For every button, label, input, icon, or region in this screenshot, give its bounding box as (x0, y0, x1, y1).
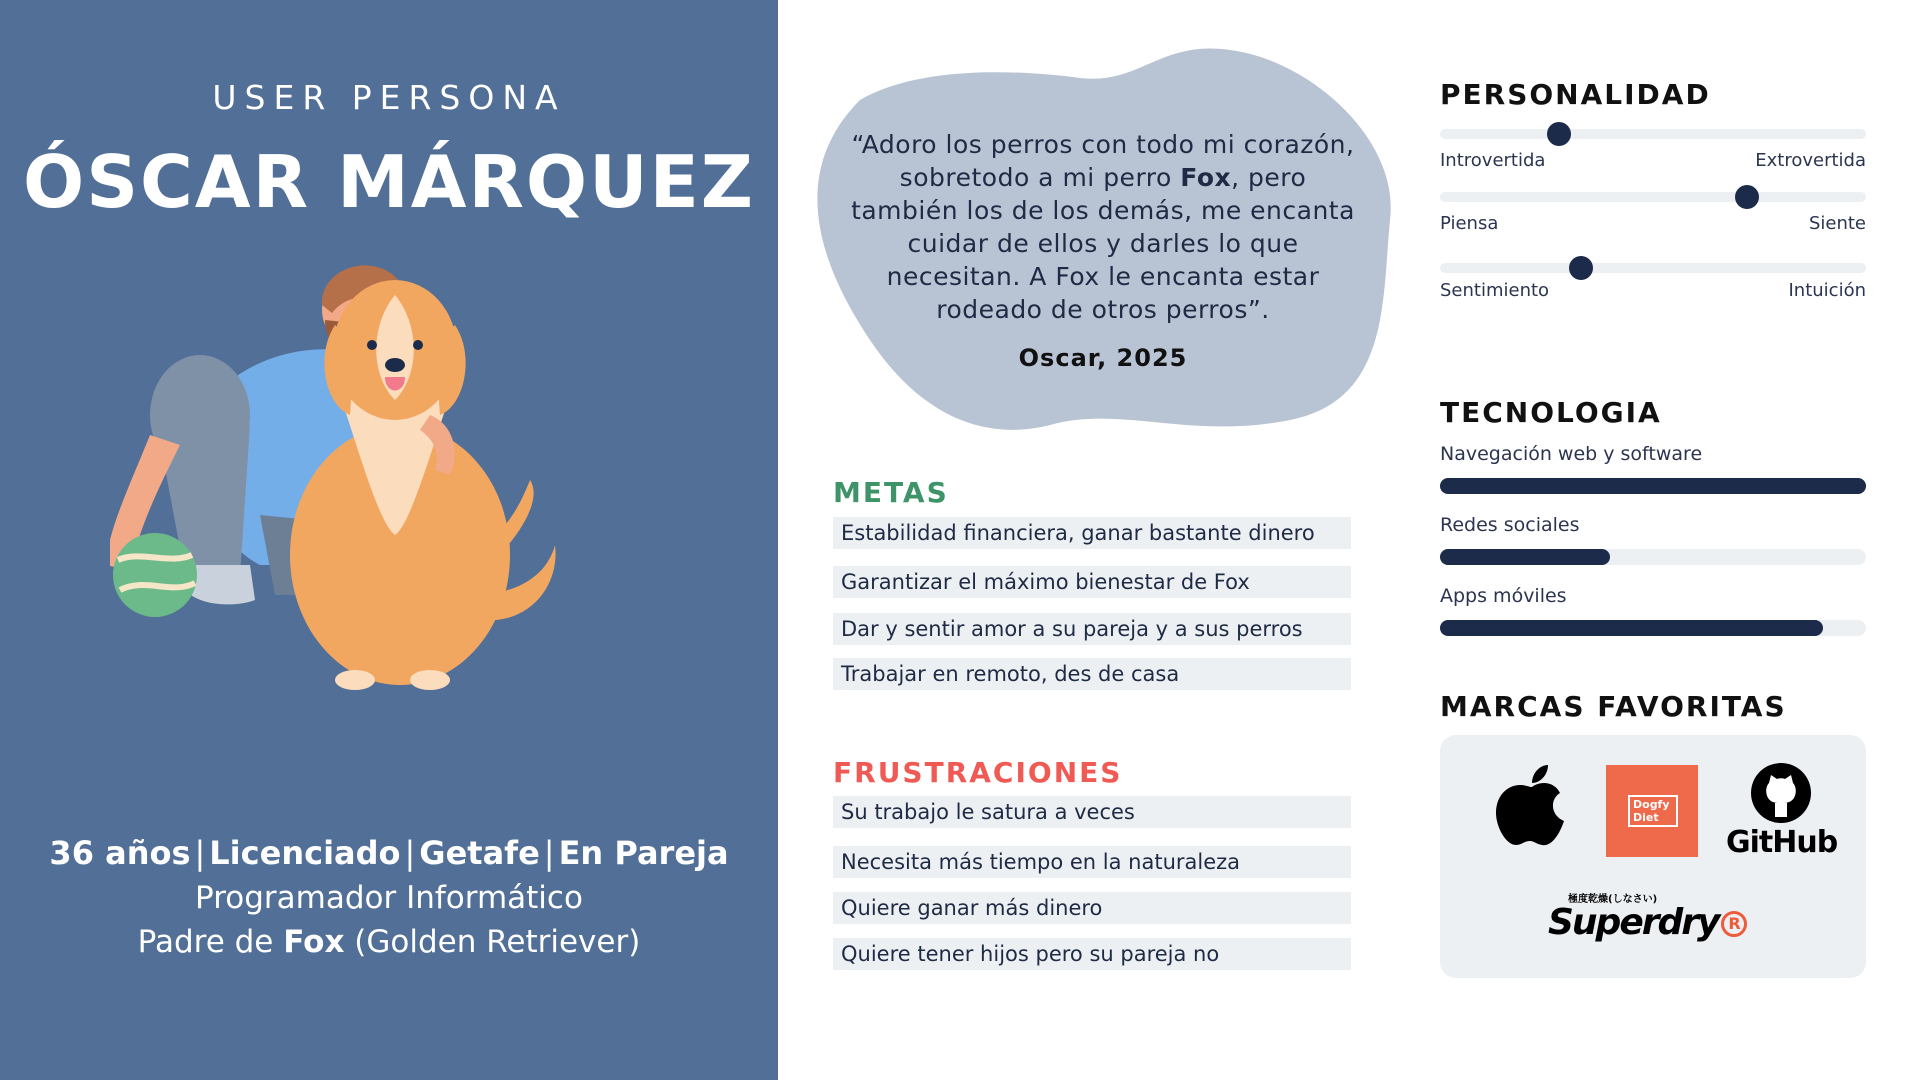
brands-title: MARCAS FAVORITAS (1440, 690, 1787, 723)
github-icon (1749, 761, 1813, 825)
quote-part-1: “Adoro los perros con todo mi corazón, sobretodo a mi perro (851, 130, 1355, 192)
technology-title: TECNOLOGIA (1440, 396, 1662, 429)
separator: | (194, 834, 206, 872)
persona-name: ÓSCAR MÁRQUEZ (22, 140, 755, 224)
persona-city: Getafe (419, 834, 540, 872)
goal-item: Garantizar el máximo bienestar de Fox (833, 566, 1351, 598)
quote-author: Oscar, 2025 (1018, 344, 1188, 372)
frustration-item: Necesita más tiempo en la naturaleza (833, 846, 1351, 878)
persona-panel (0, 0, 778, 1080)
persona-age: 36 años (49, 834, 191, 872)
dogfy-text: Dogfy (1633, 798, 1670, 811)
scale-left-label: Piensa (1440, 213, 1499, 234)
quote-part-2: , pero también los de los demás, me encanta cuidar de ellos y darles lo que necesitan. A Fox le encanta estar rodeado de otros perros”. (851, 163, 1355, 324)
scale-knob (1547, 122, 1571, 146)
goal-item: Trabajar en remoto, des de casa (833, 658, 1351, 690)
scale-knob (1735, 185, 1759, 209)
tech-bar (1440, 549, 1866, 565)
tech-label: Apps móviles (1440, 585, 1567, 607)
persona-pet (0, 924, 778, 960)
scale-knob (1569, 256, 1593, 280)
superdry-wordmark (1548, 902, 1768, 943)
tech-bar (1440, 620, 1866, 636)
personality-scale (1440, 263, 1866, 273)
goal-item: Dar y sentir amor a su pareja y a sus perros (833, 613, 1351, 645)
pet-prefix: Padre de (137, 924, 284, 960)
quote-bold: Fox (1180, 163, 1232, 192)
superdry-text: Superdry (1548, 902, 1719, 943)
scale-left-label: Sentimiento (1440, 280, 1550, 301)
tech-bar (1440, 478, 1866, 494)
scale-left-label: Introvertida (1440, 150, 1546, 171)
scale-right-label: Intuición (1788, 280, 1866, 301)
pet-name: Fox (283, 924, 345, 960)
separator: | (404, 834, 416, 872)
frustrations-title: FRUSTRACIONES (833, 756, 1123, 789)
separator: | (543, 834, 555, 872)
tech-label: Navegación web y software (1440, 443, 1703, 465)
dogfy-diet-logo (1606, 765, 1698, 857)
persona-facts (0, 834, 778, 960)
goals-title: METAS (833, 476, 949, 509)
superdry-registered-mark: R (1721, 911, 1747, 937)
brands-panel (1440, 735, 1866, 978)
apple-logo-icon (1496, 765, 1568, 849)
persona-education: Licenciado (209, 834, 401, 872)
tech-bar-fill (1440, 549, 1610, 565)
quote-text (848, 128, 1358, 326)
diet-text: Diet (1633, 811, 1659, 824)
superdry-japanese: 極度乾燥(しなさい) (1568, 894, 1658, 905)
frustration-item: Su trabajo le satura a veces (833, 796, 1351, 828)
persona-status: En Pareja (558, 834, 729, 872)
pet-breed: (Golden Retriever) (344, 924, 641, 960)
persona-job: Programador Informático (195, 880, 583, 916)
personality-scale (1440, 192, 1866, 202)
persona-demographics (0, 834, 778, 872)
scale-right-label: Siente (1808, 213, 1866, 234)
frustration-item: Quiere ganar más dinero (833, 892, 1351, 924)
github-wordmark: GitHub (1726, 825, 1838, 860)
persona-eyebrow: USER PERSONA (212, 78, 566, 117)
goal-item: Estabilidad financiera, ganar bastante dinero (833, 517, 1351, 549)
superdry-logo (1548, 890, 1768, 941)
man-with-dog-illustration (110, 265, 670, 755)
personality-title: PERSONALIDAD (1440, 78, 1711, 111)
dogfy-diet-mark (1628, 795, 1678, 827)
tech-label: Redes sociales (1440, 514, 1580, 536)
tech-bar-fill (1440, 478, 1866, 494)
tech-bar-fill (1440, 620, 1823, 636)
github-logo (1726, 761, 1836, 860)
frustration-item: Quiere tener hijos pero su pareja no (833, 938, 1351, 970)
scale-right-label: Extrovertida (1755, 150, 1866, 171)
personality-scale (1440, 129, 1866, 139)
